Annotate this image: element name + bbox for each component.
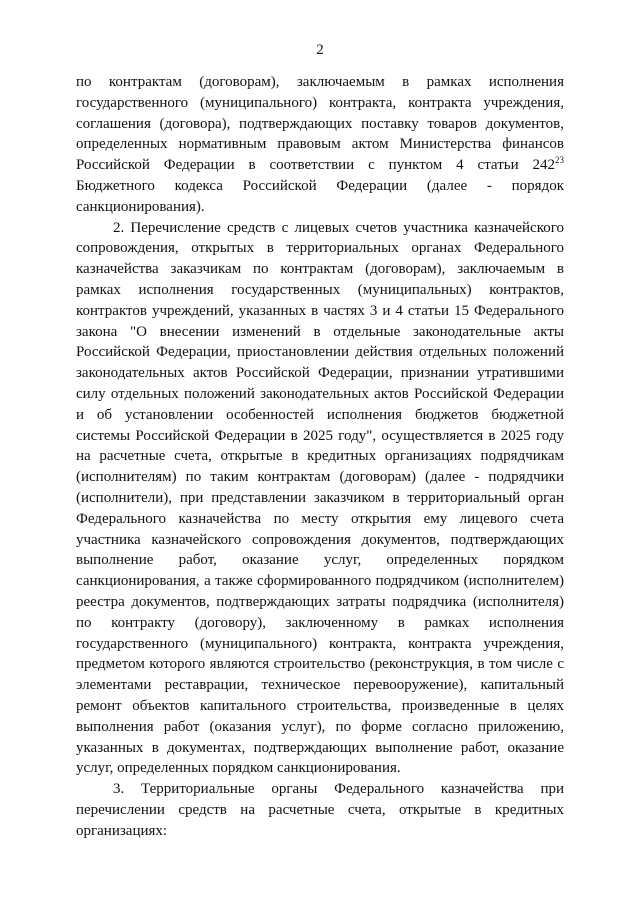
paragraph-2: 2. Перечисление средств с лицевых счетов участника казначейского сопровождения, открытых в территориальных органах Федерального казначейства заказчикам по контрактам (договорам), заключаемым в рамках исполнения государственных (муниципальных) контрактов, контрактов учреждений, указанных в частях 3 и 4 статьи 15 Федерального закона "О внесении изменений в отдельные законодательные акты Российской Федерации, приостановлении действия отдельных положений законодательных актов Российской Федерации, признании утратившими силу отдельных положений законодательных актов Российской Федерации и об установлении особенностей исполнения бюджетов бюджетной системы Российской Федерации в 2025 году", осуществляется в 2025 году на расчетные счета, открытые в кредитных организациях подрядчикам (исполнителям) по таким контрактам (договорам) (далее - подрядчики (исполнители), при представлении заказчиком в территориальный орган Федерального казначейства по месту открытия ему лицевого счета участника казначейского сопровождения документов, подтверждающих выполнение работ, оказание услуг, определенных порядком санкционирования, а также сформированного подрядчиком (исполнителем) реестра документов, подтверждающих затраты подрядчика (исполнителя) по контракту (договору), заключенному в рамках исполнения государственного (муниципального) контракта, контракта учреждения, предметом которого являются строительство (реконструкция, в том числе с элементами реставрации, техническое перевооружение), капитальный ремонт объектов капитального строительства, произведенные в целях выполнения работ (оказания услуг), по форме согласно приложению, указанных в документах, подтверждающих выполнение работ, оказание услуг, определенных порядком санкционирования. bbox=[76, 219, 564, 777]
paragraph-continuation bbox=[76, 72, 564, 218]
page-number: 2 bbox=[316, 42, 324, 58]
paragraph-text-tail: Бюджетного кодекса Российской Федерации (далее - порядок санкционирования). bbox=[76, 177, 564, 215]
paragraph-text: по контрактам (договорам), заключаемым в рамках исполнения государственного (муниципального) контракта, контракта учреждения, соглашения (договора), подтверждающих поставку товаров документов, определенных нормативным правовым актом Министерства финансов Российской Федерации в соответствии с пунктом 4 статьи 242 bbox=[76, 74, 564, 174]
article-superscript: 23 bbox=[555, 155, 564, 166]
document-body bbox=[76, 72, 564, 841]
paragraph-3: 3. Территориальные органы Федерального казначейства при перечислении средств на расчетные счета, открытые в кредитных организациях: bbox=[76, 781, 564, 839]
